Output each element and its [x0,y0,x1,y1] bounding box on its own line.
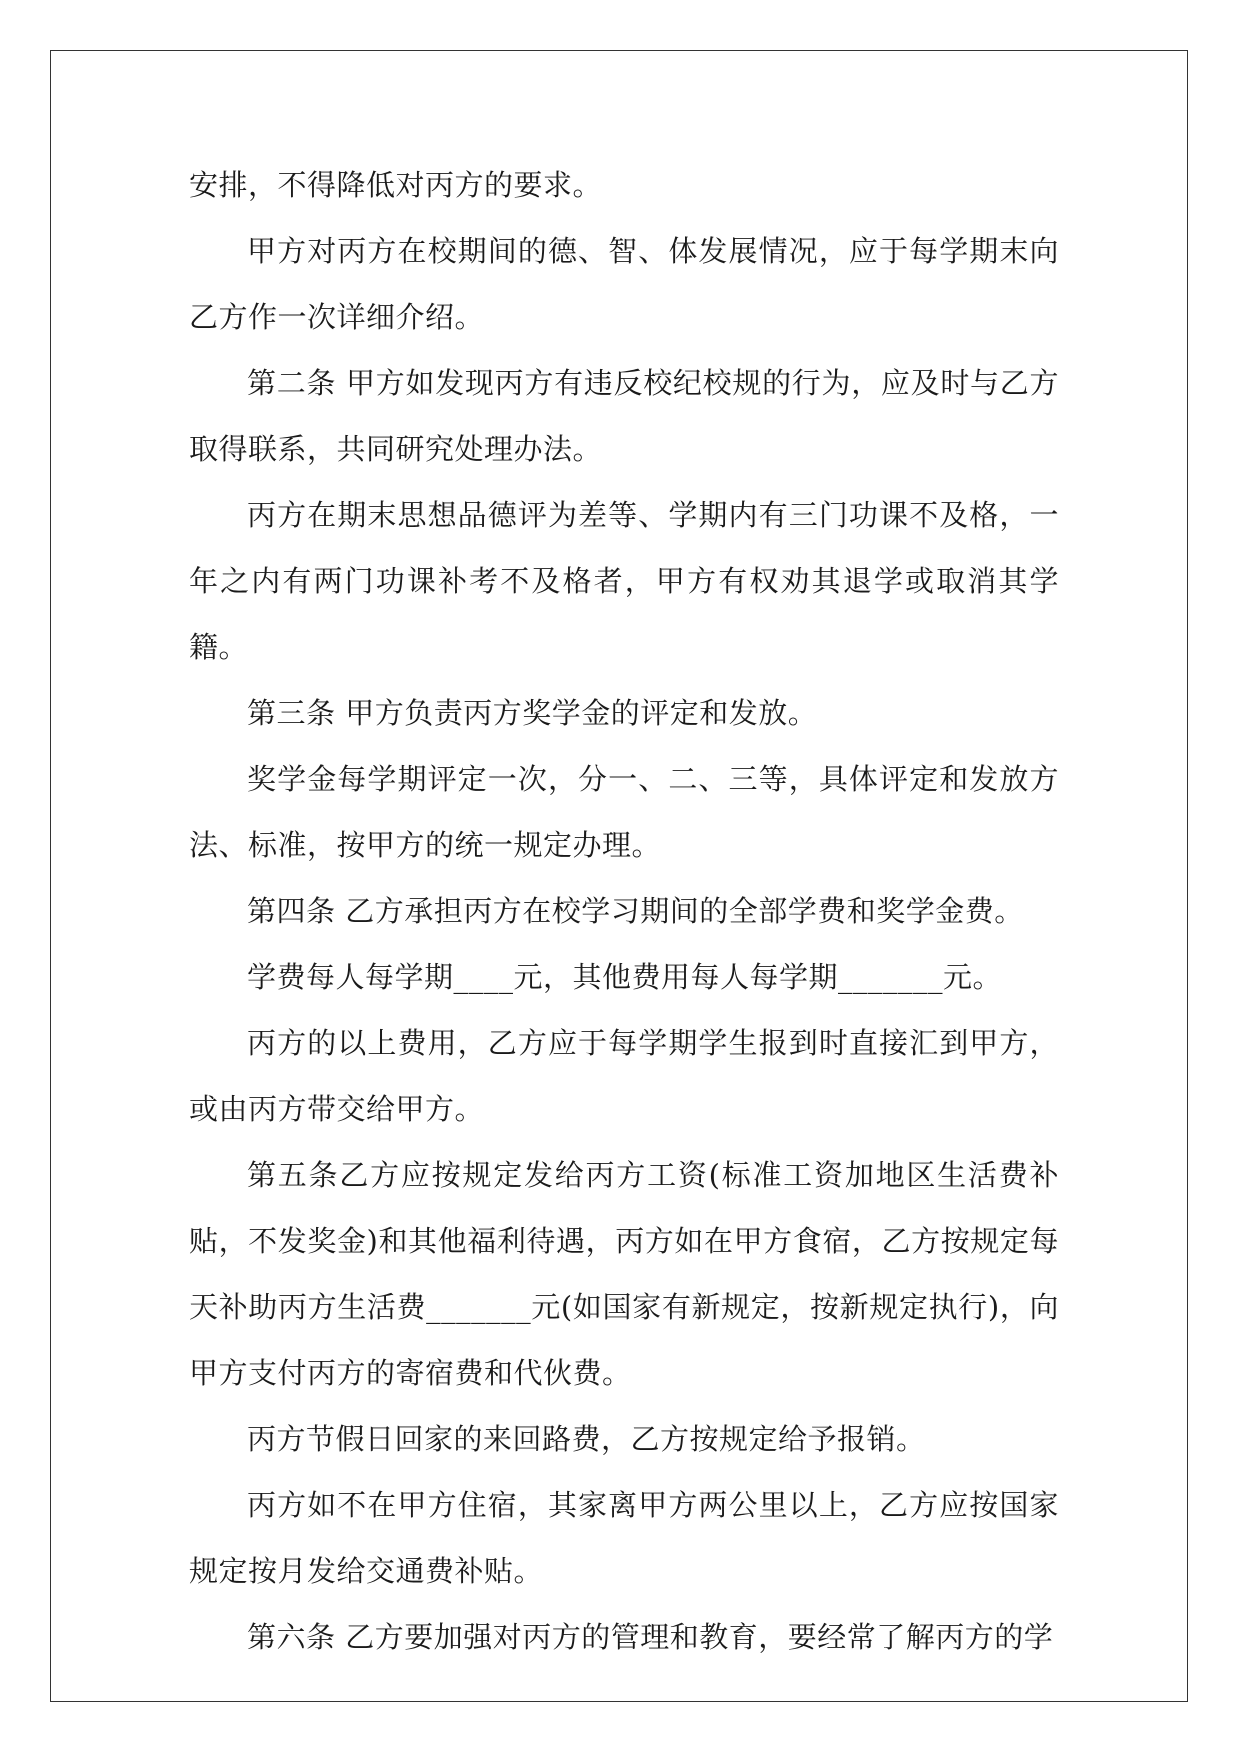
paragraph-11: 丙方节假日回家的来回路费，乙方按规定给予报销。 [247,1422,926,1456]
paragraph-1: 安排，不得降低对丙方的要求。 [189,168,603,202]
paragraph-4: 丙方在期末思想品德评为差等、学期内有三门功课不及格，一年之内有两门功课补考不及格者，甲方有权劝其退学或取消其学籍。 [189,498,1059,664]
paragraph-article-2: 第二条 甲方如发现丙方有违反校纪校规的行为，应及时与乙方取得联系，共同研究处理办法。 [189,366,1059,466]
paragraph-12: 丙方如不在甲方住宿，其家离甲方两公里以上，乙方应按国家规定按月发给交通费补贴。 [189,1488,1059,1588]
document-body [189,152,1059,1670]
paragraph-9: 丙方的以上费用，乙方应于每学期学生报到时直接汇到甲方，或由丙方带交给甲方。 [189,1026,1059,1126]
paragraph-article-6: 第六条 乙方要加强对丙方的管理和教育，要经常了解丙方的学 [247,1620,1054,1654]
paragraph-article-5: 第五条乙方应按规定发给丙方工资(标准工资加地区生活费补贴，不发奖金)和其他福利待遇，丙方如在甲方食宿，乙方按规定每天补助丙方生活费_______元(如国家有新规定，按新规定执行)，向甲方支付丙方的寄宿费和代伙费。 [189,1158,1059,1390]
paragraph-tuition: 学费每人每学期____元，其他费用每人每学期_______元。 [247,960,1003,994]
paragraph-article-3: 第三条 甲方负责丙方奖学金的评定和发放。 [247,696,818,730]
paragraph-article-4: 第四条 乙方承担丙方在校学习期间的全部学费和奖学金费。 [247,894,1024,928]
paragraph-2: 甲方对丙方在校期间的德、智、体发展情况，应于每学期末向乙方作一次详细介绍。 [189,234,1059,334]
paragraph-6: 奖学金每学期评定一次，分一、二、三等，具体评定和发放方法、标准，按甲方的统一规定办理。 [189,762,1059,862]
